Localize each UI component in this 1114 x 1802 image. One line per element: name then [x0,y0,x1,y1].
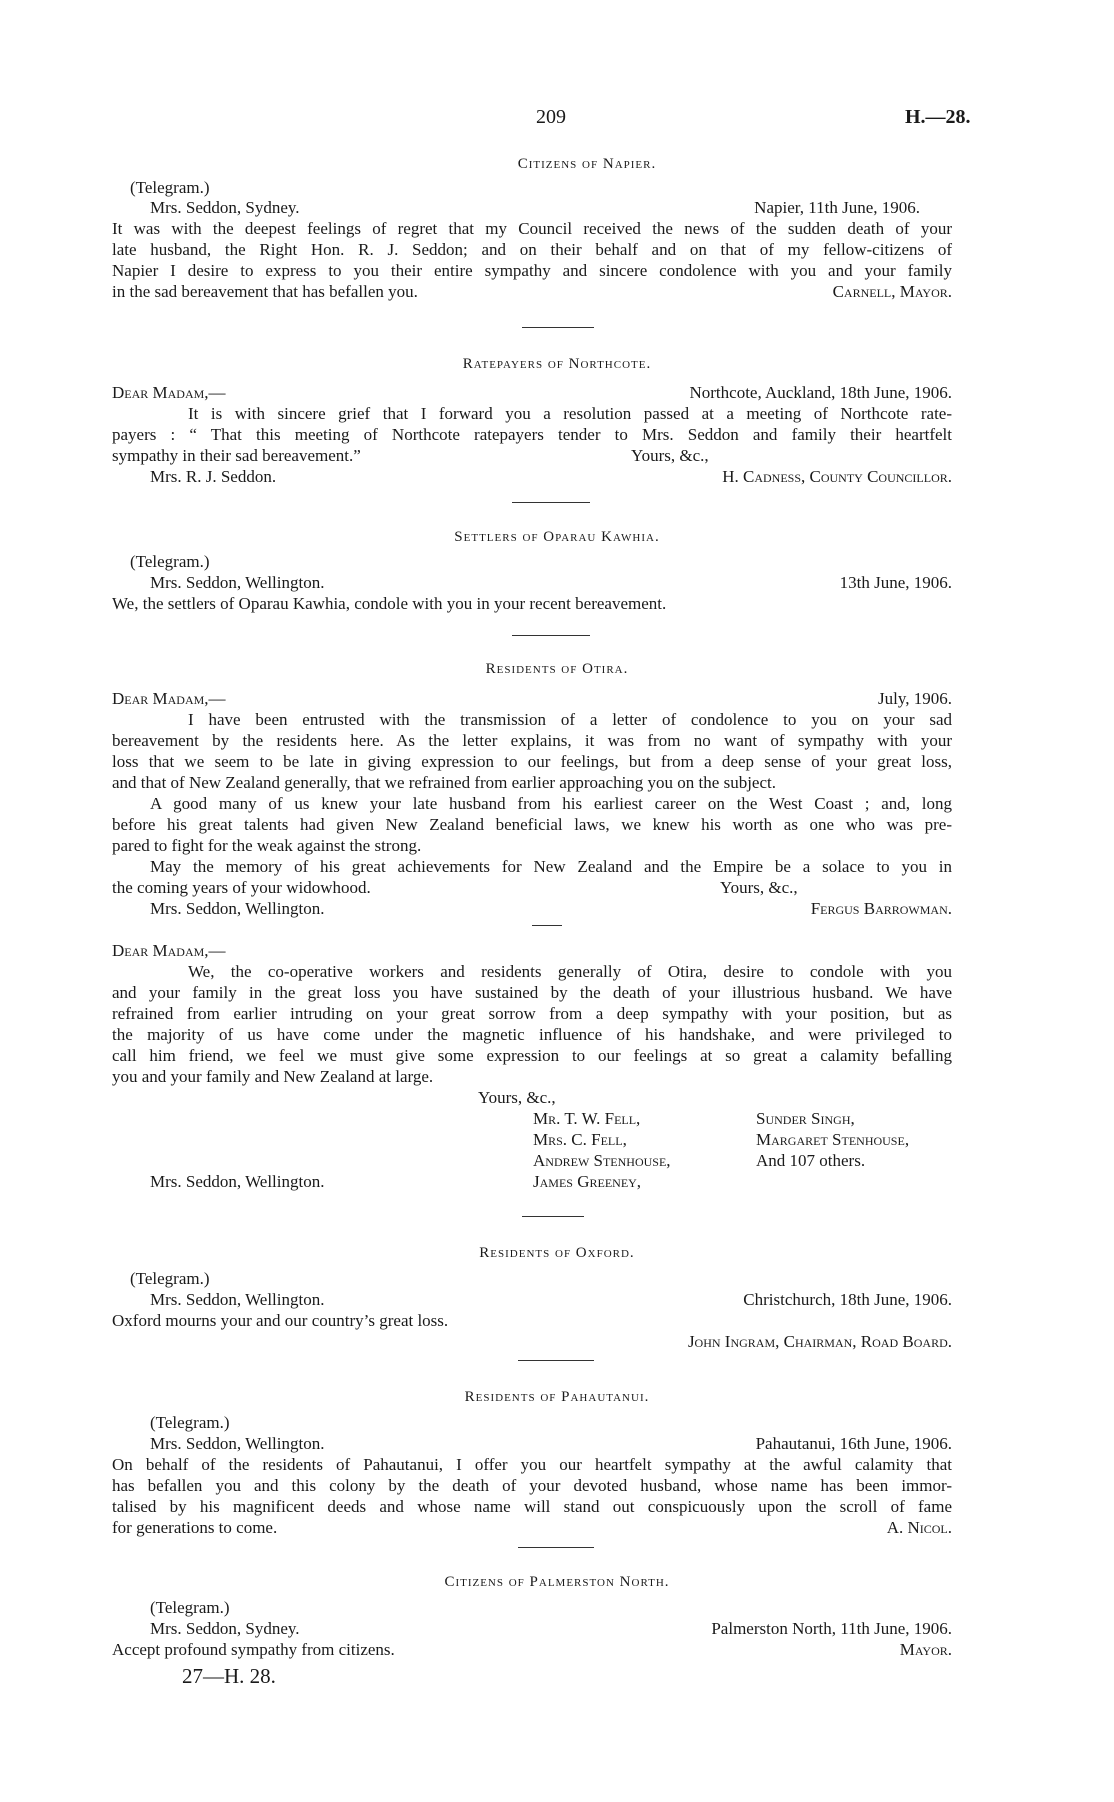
place-date: Northcote, Auckland, 18th June, 1906. [689,383,952,402]
section-divider [512,635,590,636]
signer-name: Margaret Stenhouse, [756,1130,910,1149]
signer-name: Mrs. C. Fell, [533,1130,627,1149]
signer-name: James Greeney, [533,1172,642,1191]
telegram-label: (Telegram.) [130,178,210,197]
body-line: has befallen you and this colony by the death of your devoted husband, whose name has been immor- [112,1476,952,1495]
signature: A. Nicol. [886,1518,952,1537]
place-date: Pahautanui, 16th June, 1906. [755,1434,952,1453]
body-line: May the memory of his great achievements for New Zealand and the Empire be a solace to you in [150,857,952,876]
addressee: Mrs. Seddon, Wellington. [150,1290,325,1309]
closing: Yours, &c., [631,446,709,465]
addressee: Mrs. Seddon, Wellington. [150,899,325,918]
addressee: Mrs. Seddon, Wellington. [150,1172,325,1191]
body-line: It was with the deepest feelings of regret that my Council received the news of the sudden death of your [112,219,952,238]
addressee: Mrs. Seddon, Wellington. [150,573,325,592]
body-line: the coming years of your widowhood. [112,878,371,897]
addressee: Mrs. Seddon, Wellington. [150,1434,325,1453]
section-heading-palmerston: Citizens of Palmerston North. [444,1574,670,1590]
body-line: We, the settlers of Oparau Kawhia, condole with you in your recent bereavement. [112,594,667,613]
body-line: A good many of us knew your late husband from his earliest career on the West Coast ; and, long [150,794,952,813]
body-line: before his great talents had given New Zealand beneficial laws, we knew his worth as one who was pre- [112,815,952,834]
signature: Fergus Barrowman. [810,899,952,918]
signature: Carnell, Mayor. [832,282,952,301]
section-heading-napier: Citizens of Napier. [517,156,657,172]
body-line: in the sad bereavement that has befallen you. [112,282,418,301]
signature: John Ingram, Chairman, Road Board. [687,1332,952,1351]
addressee: Mrs. Seddon, Sydney. [150,1619,300,1638]
telegram-label: (Telegram.) [150,1413,230,1432]
signature: Mayor. [899,1640,952,1659]
section-divider [532,925,562,926]
signer-name: Sunder Singh, [756,1109,855,1128]
printer-signature-mark: 27—H. 28. [182,1664,276,1688]
body-line: pared to fight for the weak against the strong. [112,836,422,855]
section-heading-oparau: Settlers of Oparau Kawhia. [454,529,660,545]
body-line: call him friend, we feel we must give some expression to our feelings at so great a calamity befalling [112,1046,952,1065]
body-line: talised by his magnificent deeds and whose name will stand out conspicuously upon the scroll of fame [112,1497,952,1516]
body-line: Accept profound sympathy from citizens. [112,1640,395,1659]
section-heading-otira: Residents of Otira. [485,661,629,677]
closing: Yours, &c., [478,1088,556,1107]
addressee: Mrs. Seddon, Sydney. [150,198,300,217]
telegram-label: (Telegram.) [130,552,210,571]
body-line: and your family in the great loss you have sustained by the death of your illustrious husband. We have [112,983,952,1002]
date: July, 1906. [878,689,952,708]
section-heading-oxford: Residents of Oxford. [479,1245,635,1261]
body-line: for generations to come. [112,1518,278,1537]
section-divider [522,1216,584,1217]
signer-count: And 107 others. [756,1151,866,1170]
place-date: Christchurch, 18th June, 1906. [743,1290,952,1309]
body-line: late husband, the Right Hon. R. J. Seddon; and on their behalf and on that of my fellow-citizens of [112,240,952,259]
body-line: On behalf of the residents of Pahautanui, I offer you our heartfelt sympathy at the awful calamity that [112,1455,952,1474]
section-divider [512,502,590,503]
section-divider [518,1547,594,1548]
body-line: the majority of us have come under the magnetic influence of his handshake, and were privileged to [112,1025,952,1044]
salutation: Dear Madam,— [112,941,226,960]
section-heading-northcote: Ratepayers of Northcote. [462,356,652,372]
body-line: and that of New Zealand generally, that we refrained from earlier approaching you on the subject. [112,773,776,792]
place-date: Napier, 11th June, 1906. [754,198,920,217]
body-line: Napier I desire to express to you their entire sympathy and sincere condolence with you and your family [112,261,952,280]
page-number: 209 [536,106,566,128]
body-line: refrained from earlier intruding on your great sorrow from a deep sympathy with your position, but as [112,1004,952,1023]
body-line: Oxford mourns your and our country’s great loss. [112,1311,449,1330]
signature: H. Cadness, County Councillor. [722,467,952,486]
signer-name: Mr. T. W. Fell, [533,1109,641,1128]
body-line: We, the co-operative workers and residents generally of Otira, desire to condole with you [188,962,952,981]
closing: Yours, &c., [720,878,798,897]
section-divider [522,327,594,328]
telegram-label: (Telegram.) [130,1269,210,1288]
body-line: sympathy in their sad bereavement.” [112,446,361,465]
body-line: I have been entrusted with the transmission of a letter of condolence to you on your sad [188,710,952,729]
body-line: loss that we seem to be late in giving expression to our feelings, but from a deep sense of your great loss, [112,752,952,771]
addressee: Mrs. R. J. Seddon. [150,467,277,486]
body-line: bereavement by the residents here. As the letter explains, it was from no want of sympathy with your [112,731,952,750]
body-line: payers : “ That this meeting of Northcote ratepayers tender to Mrs. Seddon and family their heartfelt [112,425,952,444]
body-line: It is with sincere grief that I forward you a resolution passed at a meeting of Northcote rate- [188,404,952,423]
salutation: Dear Madam,— [112,383,226,402]
telegram-label: (Telegram.) [150,1598,230,1617]
section-divider [518,1360,594,1361]
section-heading-pahautanui: Residents of Pahautanui. [464,1389,650,1405]
body-line: you and your family and New Zealand at large. [112,1067,434,1086]
document-reference: H.—28. [905,106,971,128]
date: 13th June, 1906. [839,573,952,592]
place-date: Palmerston North, 11th June, 1906. [711,1619,952,1638]
signer-name: Andrew Stenhouse, [533,1151,671,1170]
salutation: Dear Madam,— [112,689,226,708]
